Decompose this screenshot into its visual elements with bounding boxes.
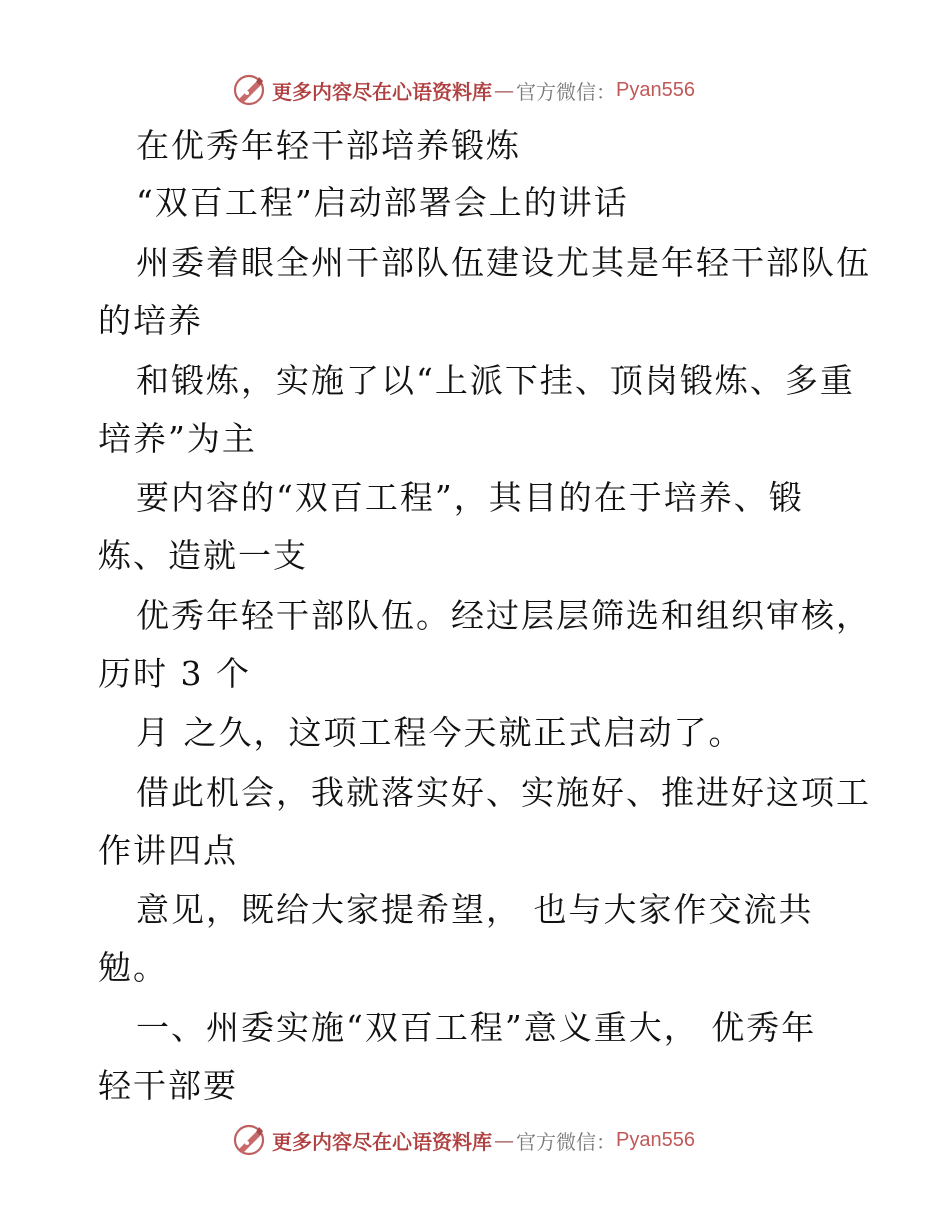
paragraph-line: 培养”为主 <box>98 419 257 458</box>
doc-title-line-2: “双百工程”启动部署会上的讲话 <box>136 183 629 222</box>
paragraph-line: 历时 3 个 <box>98 654 251 693</box>
paragraph-line: 意见，既给大家提希望， 也与大家作交流共 <box>136 890 814 929</box>
banner-dash: — <box>494 78 514 102</box>
header-banner <box>232 70 695 110</box>
paragraph-line: 勉。 <box>98 948 168 987</box>
pen-logo-icon <box>232 72 268 108</box>
paragraph-line: 优秀年轻干部队伍。经过层层筛选和组织审核， <box>136 596 871 635</box>
banner-label: 更多内容尽在心语资料库 <box>272 79 492 104</box>
banner-label: 更多内容尽在心语资料库 <box>272 1129 492 1154</box>
banner-wechat-label: 官方微信： <box>516 79 616 104</box>
paragraph-line: 要内容的“双百工程”，其目的在于培养、锻 <box>136 478 804 517</box>
doc-title-line-1: 在优秀年轻干部培养锻炼 <box>136 126 521 165</box>
paragraph-line: 和锻炼，实施了以“上派下挂、顶岗锻炼、多重 <box>136 361 855 400</box>
pen-logo-icon <box>232 1122 268 1158</box>
banner-wechat-id: Pyan556 <box>616 1128 695 1151</box>
paragraph-line: 的培养 <box>98 301 203 340</box>
paragraph-line: 月 之久，这项工程今天就正式启动了。 <box>136 713 744 752</box>
banner-wechat-label: 官方微信： <box>516 1129 616 1154</box>
paragraph-line: 州委着眼全州干部队伍建设尤其是年轻干部队伍 <box>136 243 871 282</box>
footer-banner <box>232 1120 695 1160</box>
paragraph-line: 炼、造就一支 <box>98 536 308 575</box>
section-heading-line: 一、州委实施“双百工程”意义重大， 优秀年 <box>136 1008 817 1047</box>
banner-wechat-id: Pyan556 <box>616 78 695 101</box>
section-heading-line: 轻干部要 <box>98 1066 238 1105</box>
banner-dash: — <box>494 1128 514 1152</box>
paragraph-line: 作讲四点 <box>98 831 238 870</box>
paragraph-line: 借此机会，我就落实好、实施好、推进好这项工 <box>136 773 871 812</box>
